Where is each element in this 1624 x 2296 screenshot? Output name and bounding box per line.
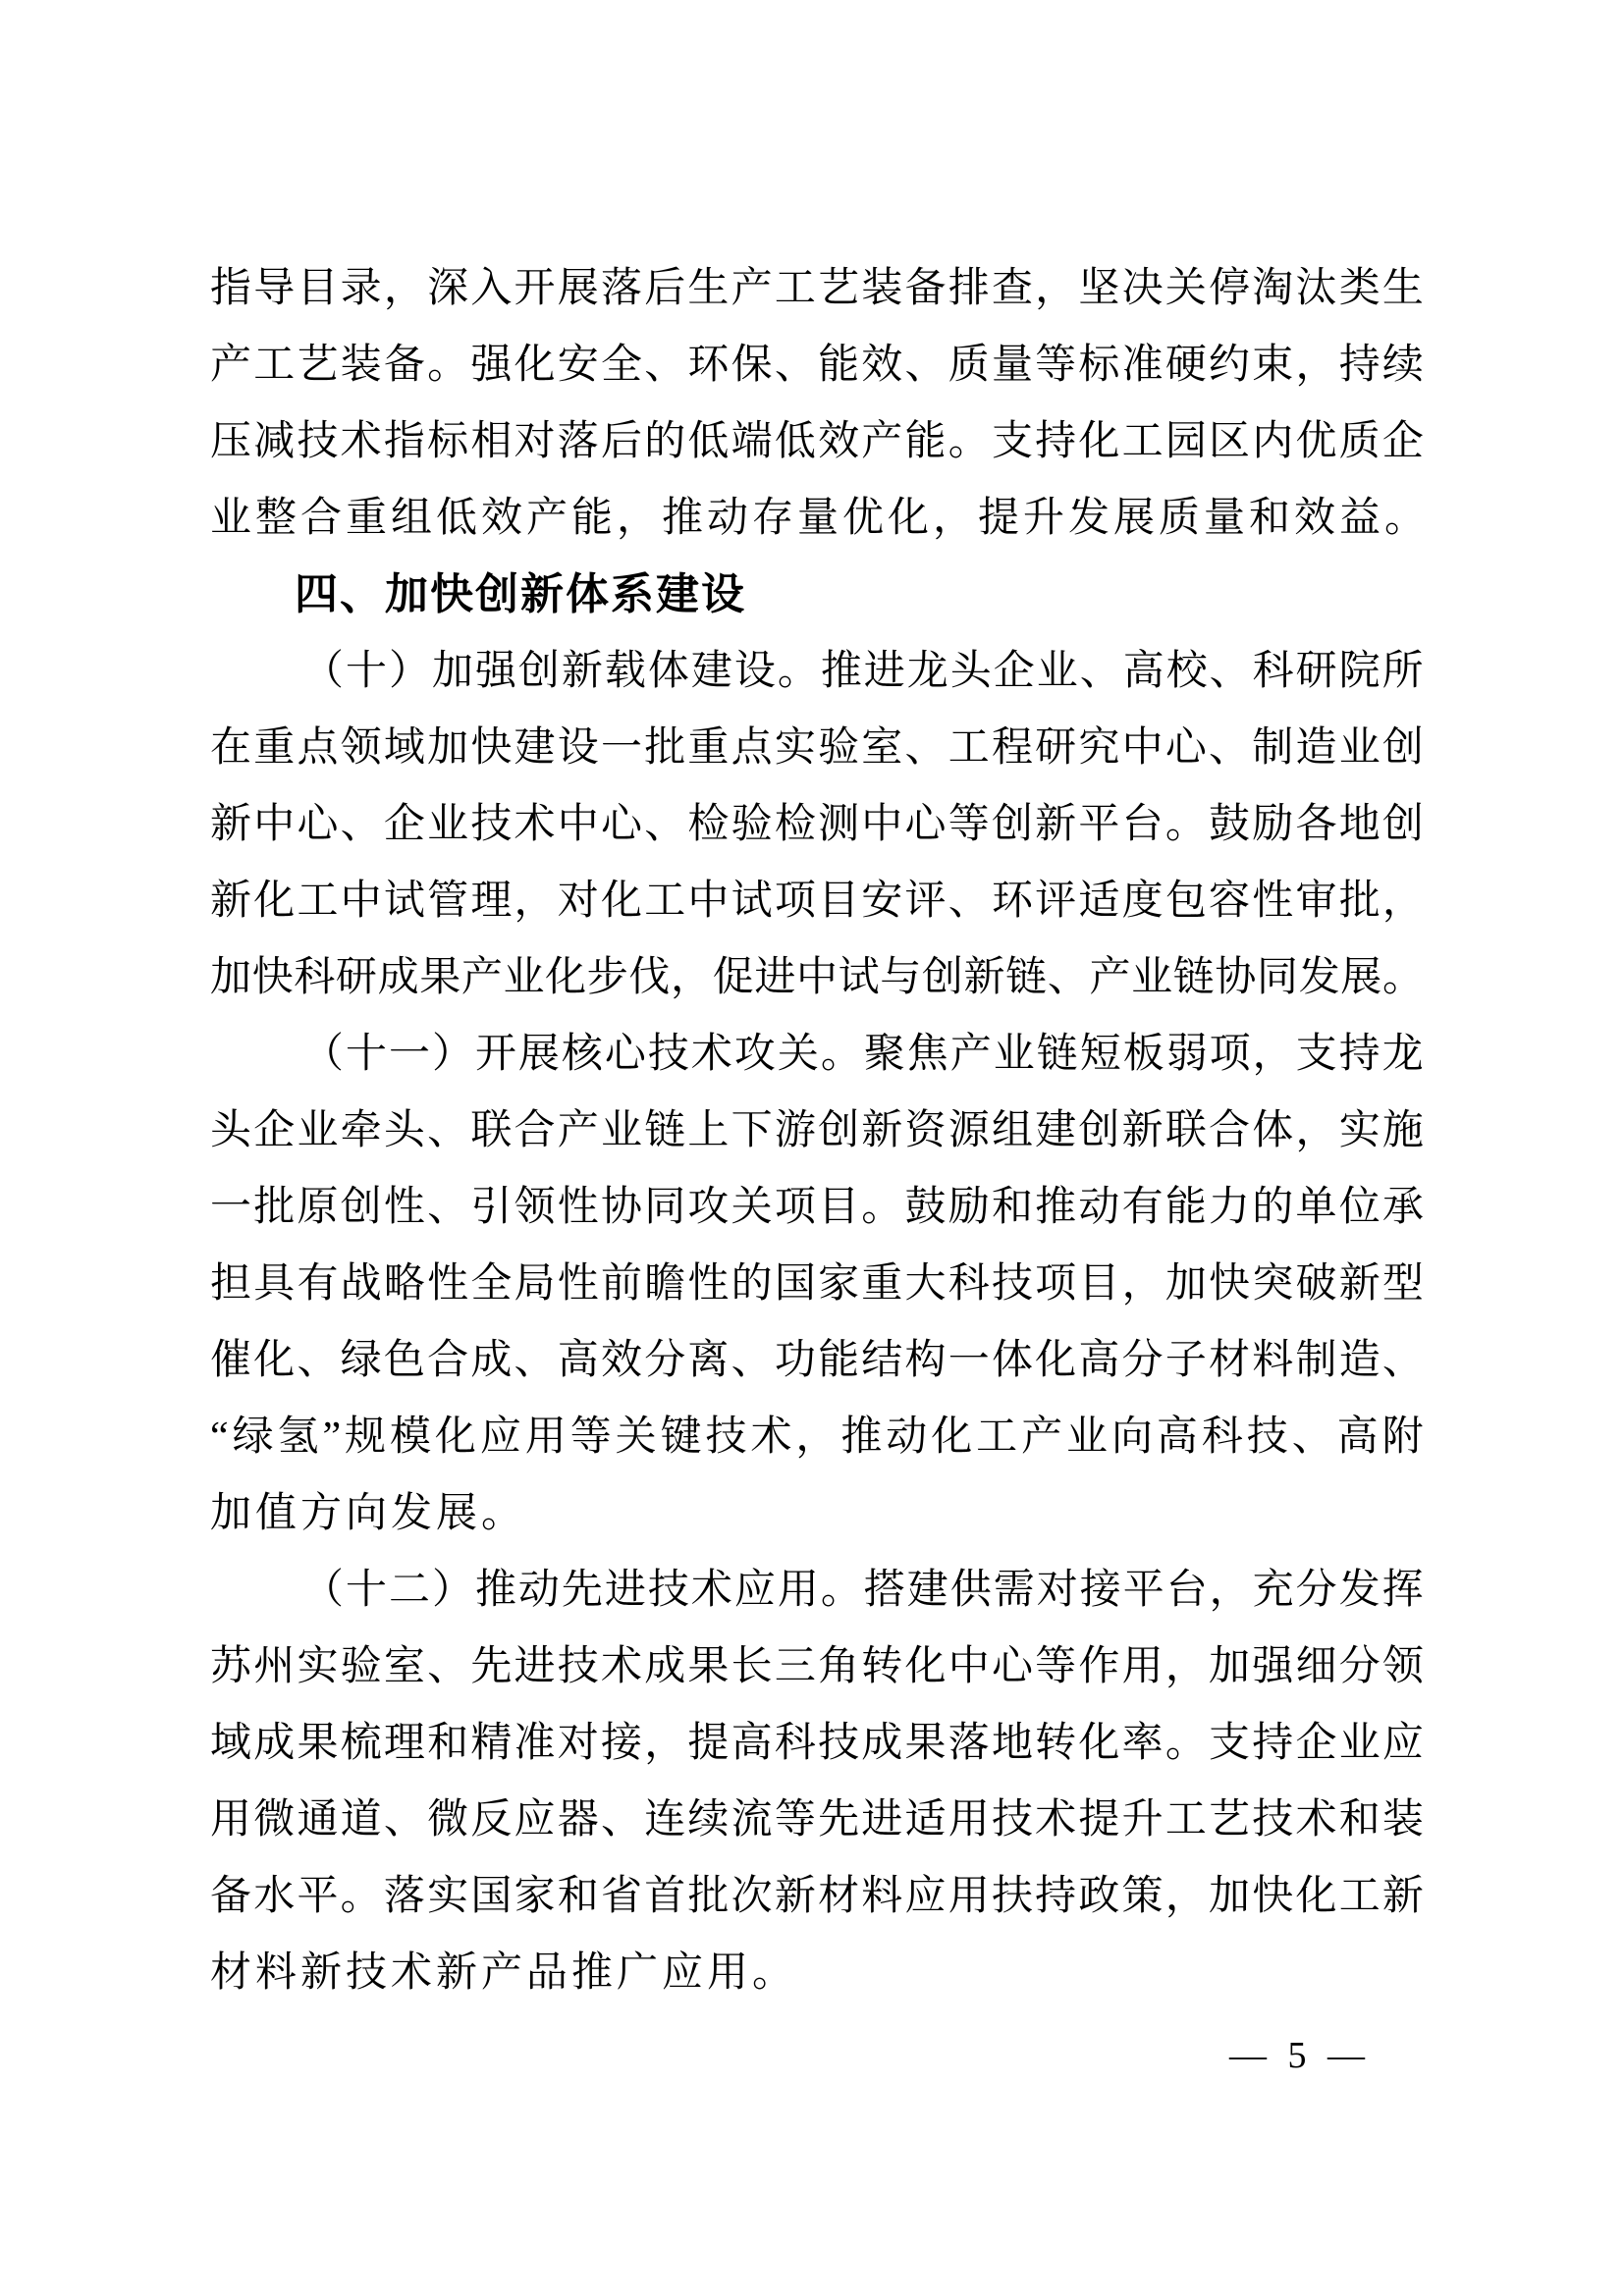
text-line: “ 绿 氢 ” 规 模 化 应 用 等 关 键 技 术 ， 推 动 化 工 产 业 向 高 科 技 、 高 附 (210, 1415, 1424, 1460)
text-line: 指 导 目 录 ， 深 入 开 展 落 后 生 产 工 艺 装 备 排 查 ， 坚 决 关 停 淘 汰 类 生 (210, 266, 1424, 311)
text-line: 域 成 果 梳 理 和 精 准 对 接 ， 提 高 科 技 成 果 落 地 转 化 率 。 支 持 企 业 应 (210, 1721, 1424, 1766)
text-line: （ 十 二 ） 推 动 先 进 技 术 应 用 。 搭 建 供 需 对 接 平 台 ， 充 分 发 挥 (302, 1568, 1424, 1613)
text-line: 头 企 业 牵 头 、 联 合 产 业 链 上 下 游 创 新 资 源 组 建 创 新 联 合 体 ， 实 施 (210, 1108, 1424, 1153)
text-line: 压 减 技 术 指 标 相 对 落 后 的 低 端 低 效 产 能 。 支 持 化 工 园 区 内 优 质 企 (210, 419, 1424, 464)
document-content (210, 250, 1431, 2011)
text-line: 材料新技术新产品推广应用。 (210, 1950, 798, 1996)
text-line: 在 重 点 领 域 加 快 建 设 一 批 重 点 实 验 室 、 工 程 研 究 中 心 、 制 造 业 创 (210, 725, 1424, 771)
text-line: （ 十 ） 加 强 创 新 载 体 建 设 。 推 进 龙 头 企 业 、 高 校 、 科 研 院 所 (302, 649, 1424, 694)
text-line: 用 微 通 道 、 微 反 应 器 、 连 续 流 等 先 进 适 用 技 术 提 升 工 艺 技 术 和 装 (210, 1797, 1424, 1842)
text-line: （ 十 一 ） 开 展 核 心 技 术 攻 关 。 聚 焦 产 业 链 短 板 弱 项 ， 支 持 龙 (302, 1032, 1424, 1077)
page-number: — 5 — (1229, 2035, 1371, 2076)
text-line: 苏 州 实 验 室 、 先 进 技 术 成 果 长 三 角 转 化 中 心 等 作 用 ， 加 强 细 分 领 (210, 1644, 1424, 1689)
text-line: 新 化 工 中 试 管 理 ， 对 化 工 中 试 项 目 安 评 、 环 评 适 度 包 容 性 审 批 ， (210, 879, 1424, 924)
text-line: 一 批 原 创 性 、 引 领 性 协 同 攻 关 项 目 。 鼓 励 和 推 动 有 能 力 的 单 位 承 (210, 1185, 1424, 1230)
text-line: 加值方向发展。 (210, 1491, 527, 1536)
text-line: 担 具 有 战 略 性 全 局 性 前 瞻 性 的 国 家 重 大 科 技 项 目 ， 加 快 突 破 新 型 (210, 1261, 1424, 1307)
text-line: 新 中 心 、 企 业 技 术 中 心 、 检 验 检 测 中 心 等 创 新 平 台 。 鼓 励 各 地 创 (210, 802, 1424, 847)
text-line: 业整合重组低效产能，推动存量优化，提升发展质量和效益。 (210, 496, 1431, 541)
text-line: 产 工 艺 装 备 。 强 化 安 全 、 环 保 、 能 效 、 质 量 等 标 准 硬 约 束 ， 持 续 (210, 343, 1424, 388)
text-line: 备 水 平 。 落 实 国 家 和 省 首 批 次 新 材 料 应 用 扶 持 政 策 ， 加 快 化 工 新 (210, 1874, 1424, 1919)
section-heading: 四、加快创新体系建设 (295, 570, 746, 618)
text-line: 催 化 、 绿 色 合 成 、 高 效 分 离 、 功 能 结 构 一 体 化 高 分 子 材 料 制 造 、 (210, 1338, 1424, 1383)
text-line: 加 快 科 研 成 果 产 业 化 步 伐 ， 促 进 中 试 与 创 新 链 、 产 业 链 协 同 发 展 。 (210, 955, 1424, 1000)
